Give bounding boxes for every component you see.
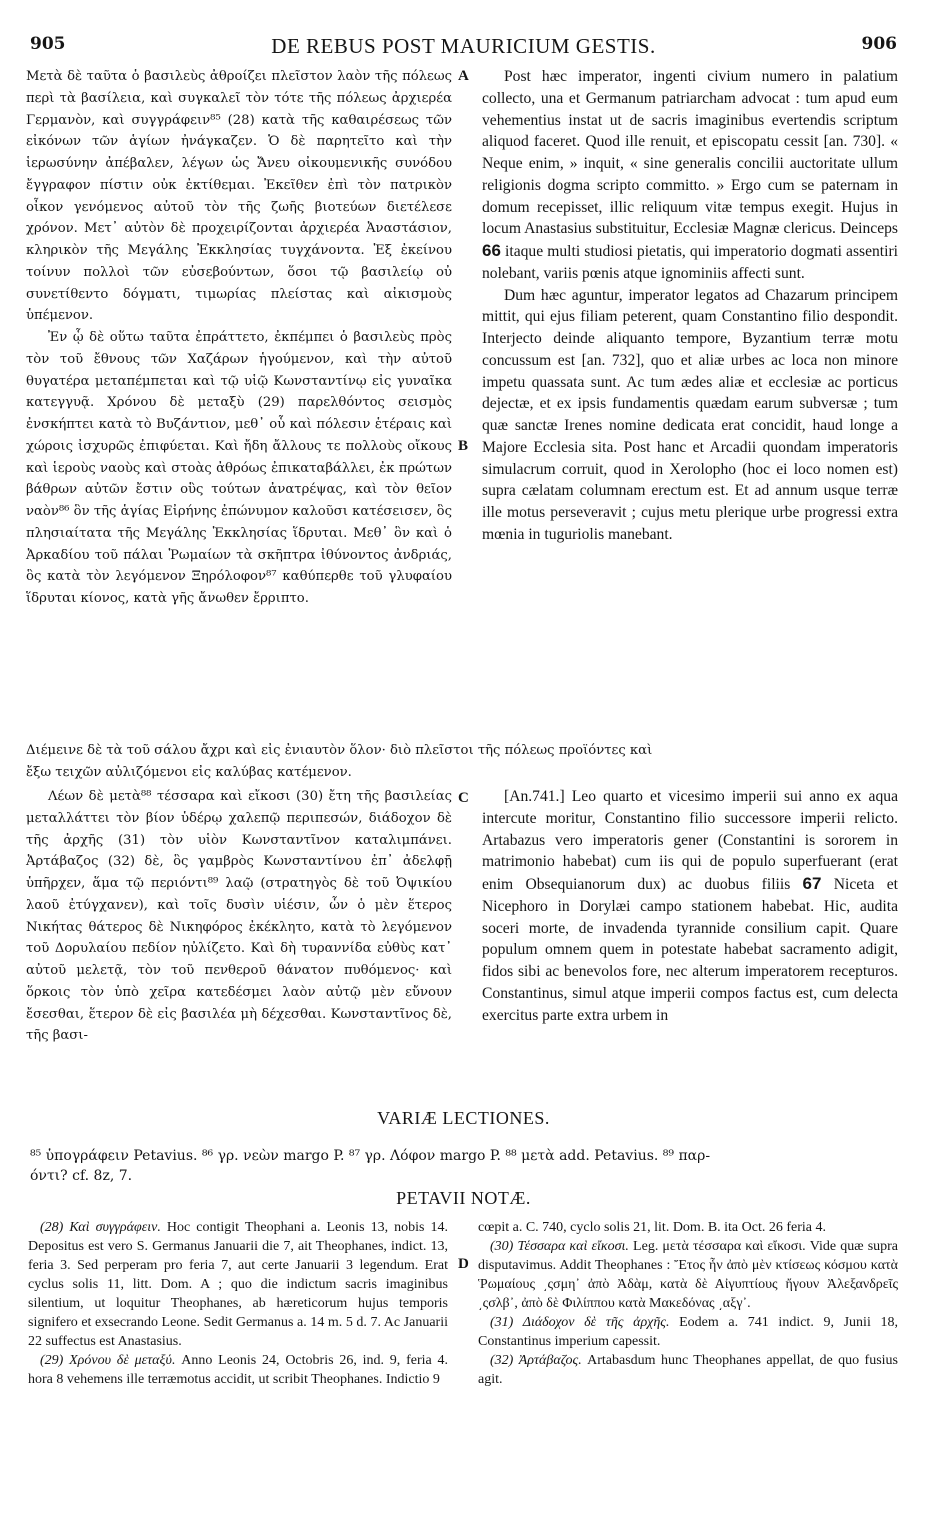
variant-readings-line: ⁸⁵ ὑπογράφειν Petavius. ⁸⁶ γρ. νεὼν margo P. ⁸⁷ γρ. Λόφον margo P. ⁸⁸ μετὰ add. Petavius. ⁸⁹ παρ-	[30, 1148, 711, 1164]
greek-spanning-line: Διέμεινε δὲ τὰ τοῦ σάλου ἄχρι καὶ εἰς ἐνιαυτὸν ὅλον· διὸ πλεῖστοι τῆς πόλεως προϊόντες καὶ	[26, 743, 653, 758]
variant-readings-line: όντι? cf. 8z, 7.	[30, 1168, 133, 1184]
variant-readings	[30, 1146, 897, 1186]
note-lemma: (29) Χρόνου δὲ μεταξύ.	[40, 1353, 176, 1368]
latin-paragraph: Post hæc imperator, ingenti civium numero in palatium collecto, una et Germanum patriarcham advocat : tum apud eum vehementius instat ut de sacris imaginibus evertendis scriptum aliquod faceret. Quod ille renuit, et episcopatu cessit [an. 730]. « Neque enim, » inquit, « sine generalis concilii auctoritate ullum religionis dogma scripto committo. » Ergo cum se paternam in domum recepisset, illic reliquum vitæ tempus exegit. Hujus in locum Anastasius substituitur, Ecclesiæ Magnæ clericus. Deinceps 66 itaque multi studiosi pietatis, qui imperatorio dogmati assentiri nolebant, variis pœnis atque ignominiis affecti sunt.	[482, 68, 898, 282]
margin-letter-b: B	[458, 438, 469, 454]
note-entry: (30) Τέσσαρα καὶ εἴκοσι. Leg. μετὰ τέσσαρα καὶ εἴκοσι. Vide quæ supra disputavimus. Addit Theophanes : Ἔτος ἦν ἀπὸ μὲν κτίσεως κόσμου κατὰ Ῥωμαίους ͵ςσμη᾽ ἀπὸ Ἀδὰμ, κατὰ δὲ Αἰγυπτίους ἤγουν Ἀλεξανδρεῖς ͵ςσλβ᾽, ἀπὸ δὲ Φιλίππου κατὰ Μακεδόνας ͵αξγ᾽.	[478, 1239, 899, 1311]
latin-column-lower	[482, 786, 898, 1026]
note-lemma: (31) Διάδοχον δὲ τῆς ἀρχῆς.	[490, 1315, 670, 1330]
greek-column-upper	[26, 66, 452, 610]
note-entry: (29) Χρόνου δὲ μεταξύ. Anno Leonis 24, Octobris 26, ind. 9, feria 4. hora 8 vehemens ille terræmotus accidit, ut scribit Theophanes. Indictio 9	[28, 1353, 449, 1387]
column-citation-number: 67	[802, 874, 822, 893]
margin-letter-d: D	[458, 1256, 469, 1272]
latin-paragraph: Dum hæc aguntur, imperator legatos ad Chazarum principem mittit, qui ejus filiam peterent, quam Constantino filio despondit. Interjecto deinde aliquanto tempore, Byzantium terræ motu concussum est [an. 732], quo et aliæ urbes ac loca non minore impetu quassata sunt. Ac tum ædes aliæ et ecclesiæ ac porticus dejectæ, et ex ipsis fundamentis quædam earum subversæ ; tum quæ sanctæ Irenes nomine dedicata erat concidit, haud longe a Majore Ecclesia sita. Post hanc et Arcadii quondam imperatoris simulacrum corruit, quod in Xerolopho (hoc ei loco nomen est) supra cælatam columnam erectum est. Et ad annum usque terræ ille motus perseveravit ; cujus metu plerique urbe progressi extra mœnia in tuguriolis manebant.	[482, 286, 898, 543]
latin-column-upper	[482, 66, 898, 546]
greek-column-lower	[26, 786, 452, 1047]
greek-paragraph: Ἐν ᾧ δὲ οὕτω ταῦτα ἐπράττετο, ἐκπέμπει ὁ βασιλεὺς πρὸς τὸν τοῦ ἔθνους τῶν Χαζάρων ἡγούμενον, καὶ τὴν αὐτοῦ θυγατέρα μεταπέμπεται καὶ τῷ υἱῷ Κωνσταντίνῳ εἰς γυναῖκα κατεγγυᾷ. Χρόνου δὲ μεταξὺ (29) παρελθόντος σεισμὸς ἐνσκήπτει κατὰ τὸ Βυζάντιον, μεθ᾽ οὗ καὶ πόλεσιν ἑτέραις καὶ χώροις ἰσχυρῶς ἐπιφύεται. Καὶ ἤδη ἄλλους τε πολλοὺς οἴκους καὶ ἱεροὺς ναοὺς καὶ στοὰς ἀθρόως ἐπικαταβάλλει, ἐκ πρώτων βάθρων αὐτῶν ἔστιν οὓς τούτων ἀνατρέψας, καὶ τὸν θεῖον ναὸν⁸⁶ ὃν τῆς ἁγίας Εἰρήνης ἐπώνυμον καλοῦσι κατέσεισεν, ὃς πλησιαίτατα τῆς Μεγάλης Ἐκκλησίας ἵδρυται. Μεθ᾽ ὃν καὶ ὁ Ἀρκαδίου τοῦ πάλαι Ῥωμαίων τὰ σκῆπτρα ἰθύνοντος ἀνδριάς, ὃς κατὰ τὸν λεγόμενον Ξηρόλοφον⁸⁷ καθύπερθε τοῦ γλυφαίου ἵδρυται κίονος, κατὰ γῆς ἄνωθεν ἔρριπτο.	[26, 330, 452, 606]
latin-paragraph: [An.741.] Leo quarto et vicesimo imperii sui anno ex aqua intercute moritur, Constantino filio successore imperii relicto. Artabazus vero imperatoris gener (Constantini is sororem in matrimonio habebat) cum iis qui de populo superfuerant (erat enim Obsequianorum dux) ac duobus filiis 67 Niceta et Nicephoro in Dorylæi campo stationem habebat. Hic, audita soceri morte, de invadenda tyrannide consilium capit. Quare populum omnem quem in potestate habebat sacramento adigit, fidos sibi ac benevolos fore, nec alterum imperatorem recepturos. Constantinus, simul atque imperii compos factus est, cum delecta exercitus parte extra urbem in	[482, 788, 898, 1024]
running-header	[30, 34, 897, 58]
section-heading-variae: VARIÆ LECTIONES.	[377, 1108, 550, 1128]
margin-letter-a: A	[458, 68, 469, 84]
column-citation-number: 66	[482, 241, 501, 260]
note-entry: (32) Ἀρτάβαζος. Artabasdum hunc Theophanes appellat, de quo fusius agit.	[478, 1353, 898, 1387]
greek-spanning-line: ἔξω τειχῶν αὐλιζόμενοι εἰς καλύβας κατέμενον.	[26, 765, 352, 780]
note-lemma: (28) Καὶ συγγράφειν.	[40, 1220, 161, 1235]
page-title: DE REBUS POST MAURICIUM GESTIS.	[271, 34, 656, 58]
notes-column-right	[478, 1218, 898, 1389]
greek-paragraph: Μετὰ δὲ ταῦτα ὁ βασιλεὺς ἀθροίζει πλεῖστον λαὸν τῆς πόλεως περὶ τὰ βασίλεια, καὶ συγκαλεῖ τὸν τότε τῆς πόλεως ἀρχιερέα Γερμανὸν, καὶ συγγράφειν⁸⁵ (28) κατὰ τῆς καθαιρέσεως τῶν εἰκόνων τῶν ἁγίων ἠνάγκαζεν. Ὁ δὲ παρητεῖτο καὶ τὴν ἱερωσύνην ἀπέβαλεν, λέγων ὡς Ἄνευ οἰκουμενικῆς συνόδου ἔγγραφον πίστιν οὐκ ἐκτίθεμαι. Ἐκεῖθεν ἐπὶ τὸν πατρικὸν οἶκον γενόμενος αὐτοῦ τὸν τῆς ζωῆς βιοτεύων διετέλεσε χρόνον. Μετ᾽ αὐτὸν δὲ προχειρίζονται ἀρχιερέα Ἀναστάσιον, κληρικὸν τῆς Μεγάλης Ἐκκλησίας τυγχάνοντα. Ἐξ ἐκείνου τοίνυν πολλοὶ τῶν εὐσεβούντων, ὅσοι τῷ βασιλείῳ οὐ συνετίθεντο δόγματι, τιμωρίας πλείστας καὶ αἰκισμοὺς ὑπέμενον.	[26, 69, 452, 324]
page-number-left: 905	[30, 34, 66, 54]
note-lemma: (32) Ἀρτάβαζος.	[490, 1353, 582, 1368]
note-entry: cœpit a. C. 740, cyclo solis 21, lit. Dom. B. ita Oct. 26 feria 4.	[478, 1220, 827, 1235]
section-heading-notes: PETAVII NOTÆ.	[396, 1188, 531, 1208]
margin-letter-c: C	[458, 790, 469, 806]
page-number-right: 906	[861, 34, 897, 54]
note-entry: (28) Καὶ συγγράφειν. Hoc contigit Theophani a. Leonis 13, nobis 14. Depositus est vero S. Germanus Januarii die 7, ait Theophanes, indict. 13, feria 3. Sed perperam pro feria 7, aut certe Januarii 3 legendum. Erat cyclus solis 11, litt. Dom. A ; quo die indictum sacris imaginibus silentium, ut loquitur Theophanes, ab hæreticorum hujus temporis signifero et exsecrando Leone. Sedit Germanus a. 14 m. 5 d. 7. Ac Januarii 22 suffectus est Anastasius.	[28, 1220, 449, 1349]
greek-paragraph: Λέων δὲ μετὰ⁸⁸ τέσσαρα καὶ εἴκοσι (30) ἔτη τῆς βασιλείας μεταλλάττει τὸν βίον ὑδέρῳ χαλεπῷ περιπεσών, διάδοχον δὲ τῆς ἀρχῆς (31) τὸν υἱὸν Κωνσταντῖνον καταλιμπάνει. Ἀρτάβαζος (32) δὲ, ὃς γαμβρὸς Κωνσταντίνου ἐπ᾽ ἀδελφῇ ὑπῆρχεν, ἅμα τῷ περιόντι⁸⁹ λαῷ (στρατηγὸς δὲ τοῦ Ὀψικίου λαοῦ ἐτύγχανεν), καὶ τοῖς δυσὶν υἱέσιν, ὧν ὁ μὲν ἕτερος Νικήτας θάτερος δὲ Νικηφόρος ἐκέκλητο, κατὰ τὸ λεγόμενον τοῦ Δορυλαίου πεδίον ηὐλίζετο. Καὶ δὴ τυραννίδα εὐθὺς κατ᾽ αὐτοῦ μελετᾷ, τὸν τοῦ πενθεροῦ θάνατον πυθόμενος· καὶ ὅρκοις τὸν ὑπὸ χεῖρα κατεδέσμει λαὸν αὐτῷ μὲν εὔνουν ἔσεσθαι, ἕτερον δὲ εἰς βασιλέα μὴ δέχεσθαι. Κωνσταντῖνος δὲ, τῆς βασι-	[26, 789, 452, 1044]
note-lemma: (30) Τέσσαρα καὶ εἴκοσι.	[490, 1239, 629, 1254]
notes-column-left	[28, 1218, 448, 1389]
note-entry: (31) Διάδοχον δὲ τῆς ἀρχῆς. Eodem a. 741 indict. 9, Junii 18, Constantinus imperium capessit.	[478, 1315, 898, 1349]
